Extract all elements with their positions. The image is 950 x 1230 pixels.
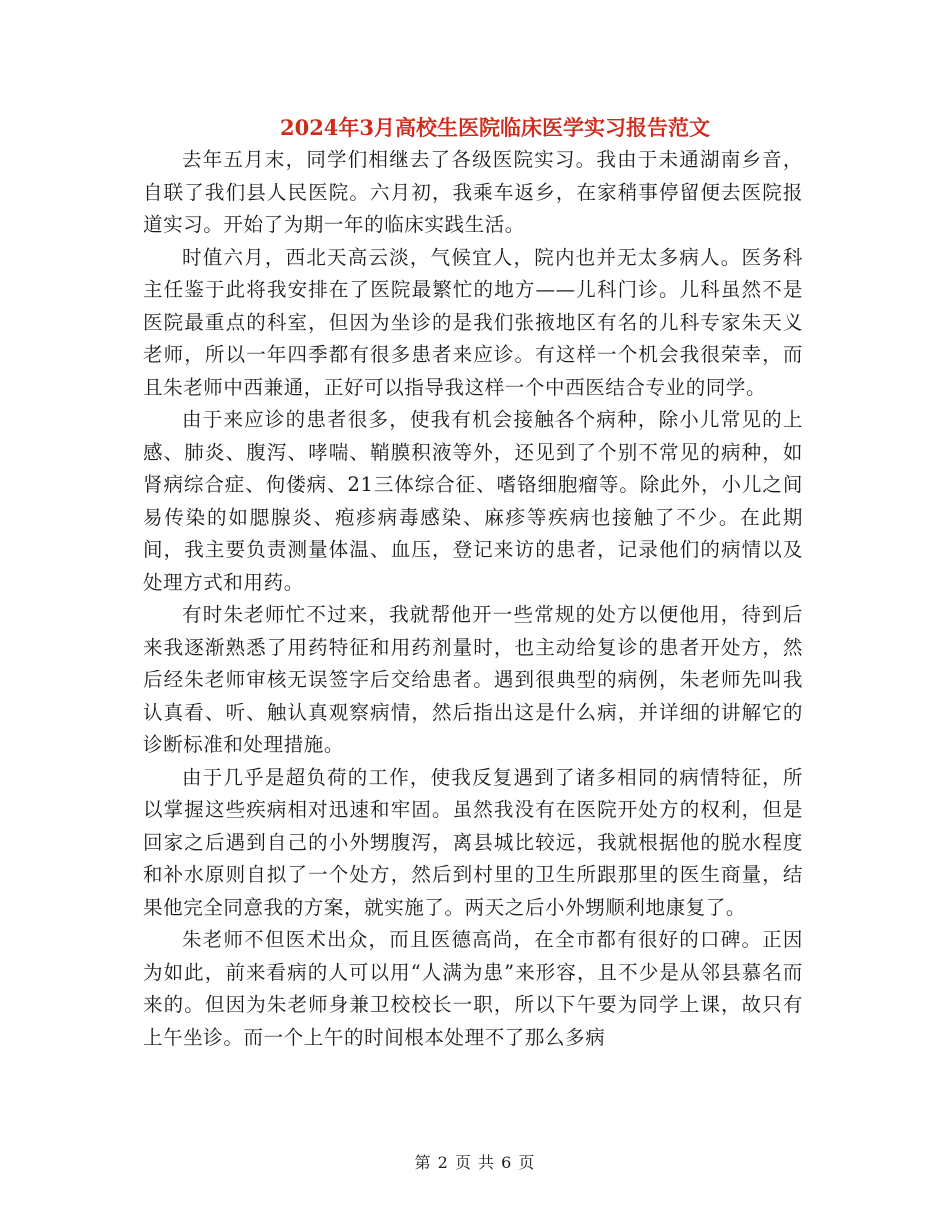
paragraph: 由于几乎是超负荷的工作，使我反复遇到了诸多相同的病情特征，所以掌握这些疾病相对迅速和牢固。虽然我没有在医院开处方的权利，但是回家之后遇到自己的小外甥腹泻，离县城比较远，我就根据他的脱水程度和补水原则自拟了一个处方，然后到村里的卫生所跟那里的医生商量，结果他完全同意我的方案，就实施了。两天之后小外甥顺利地康复了。 xyxy=(143,765,803,919)
paragraph: 由于来应诊的患者很多，使我有机会接触各个病种，除小儿常见的上感、肺炎、腹泻、哮喘、鞘膜积液等外，还见到了个别不常见的病种，如肾病综合症、佝偻病、21三体综合征、嗜铬细胞瘤等。除此外，小儿之间易传染的如腮腺炎、疱疹病毒感染、麻疹等疾病也接触了不少。在此期间，我主要负责测量体温、血压，登记来访的患者，记录他们的病情以及处理方式和用药。 xyxy=(143,408,803,594)
document-title: 2024年3月高校生医院临床医学实习报告范文 xyxy=(279,115,711,140)
paragraph: 有时朱老师忙不过来，我就帮他开一些常规的处方以便他用，待到后来我逐渐熟悉了用药特征和用药剂量时，也主动给复诊的患者开处方，然后经朱老师审核无误签字后交给患者。遇到很典型的病例，朱老师先叫我认真看、听、触认真观察病情，然后指出这是什么病，并详细的讲解它的诊断标准和处理措施。 xyxy=(143,603,803,756)
paragraph: 时值六月，西北天高云淡，气候宜人，院内也并无太多病人。医务科主任鉴于此将我安排在了医院最繁忙的地方——儿科门诊。儿科虽然不是医院最重点的科室，但因为坐诊的是我们张掖地区有名的儿科专家朱天义老师，所以一年四季都有很多患者来应诊。有这样一个机会我很荣幸，而且朱老师中西兼通，正好可以指导我这样一个中西医结合专业的同学。 xyxy=(143,245,803,399)
document-body xyxy=(143,144,803,1054)
page-number-footer: 第 2 页 共 6 页 xyxy=(414,1153,536,1172)
paragraph: 去年五月末，同学们相继去了各级医院实习。我由于未通湖南乡音，自联了我们县人民医院。六月初，我乘车返乡，在家稍事停留便去医院报道实习。开始了为期一年的临床实践生活。 xyxy=(143,148,803,236)
paragraph: 朱老师不但医术出众，而且医德高尚，在全市都有很好的口碑。正因为如此，前来看病的人可以用“人满为患”来形容，且不少是从邻县慕名而来的。但因为朱老师身兼卫校校长一职，所以下午要为同学上课，故只有上午坐诊。而一个上午的时间根本处理不了那么多病 xyxy=(143,928,803,1049)
